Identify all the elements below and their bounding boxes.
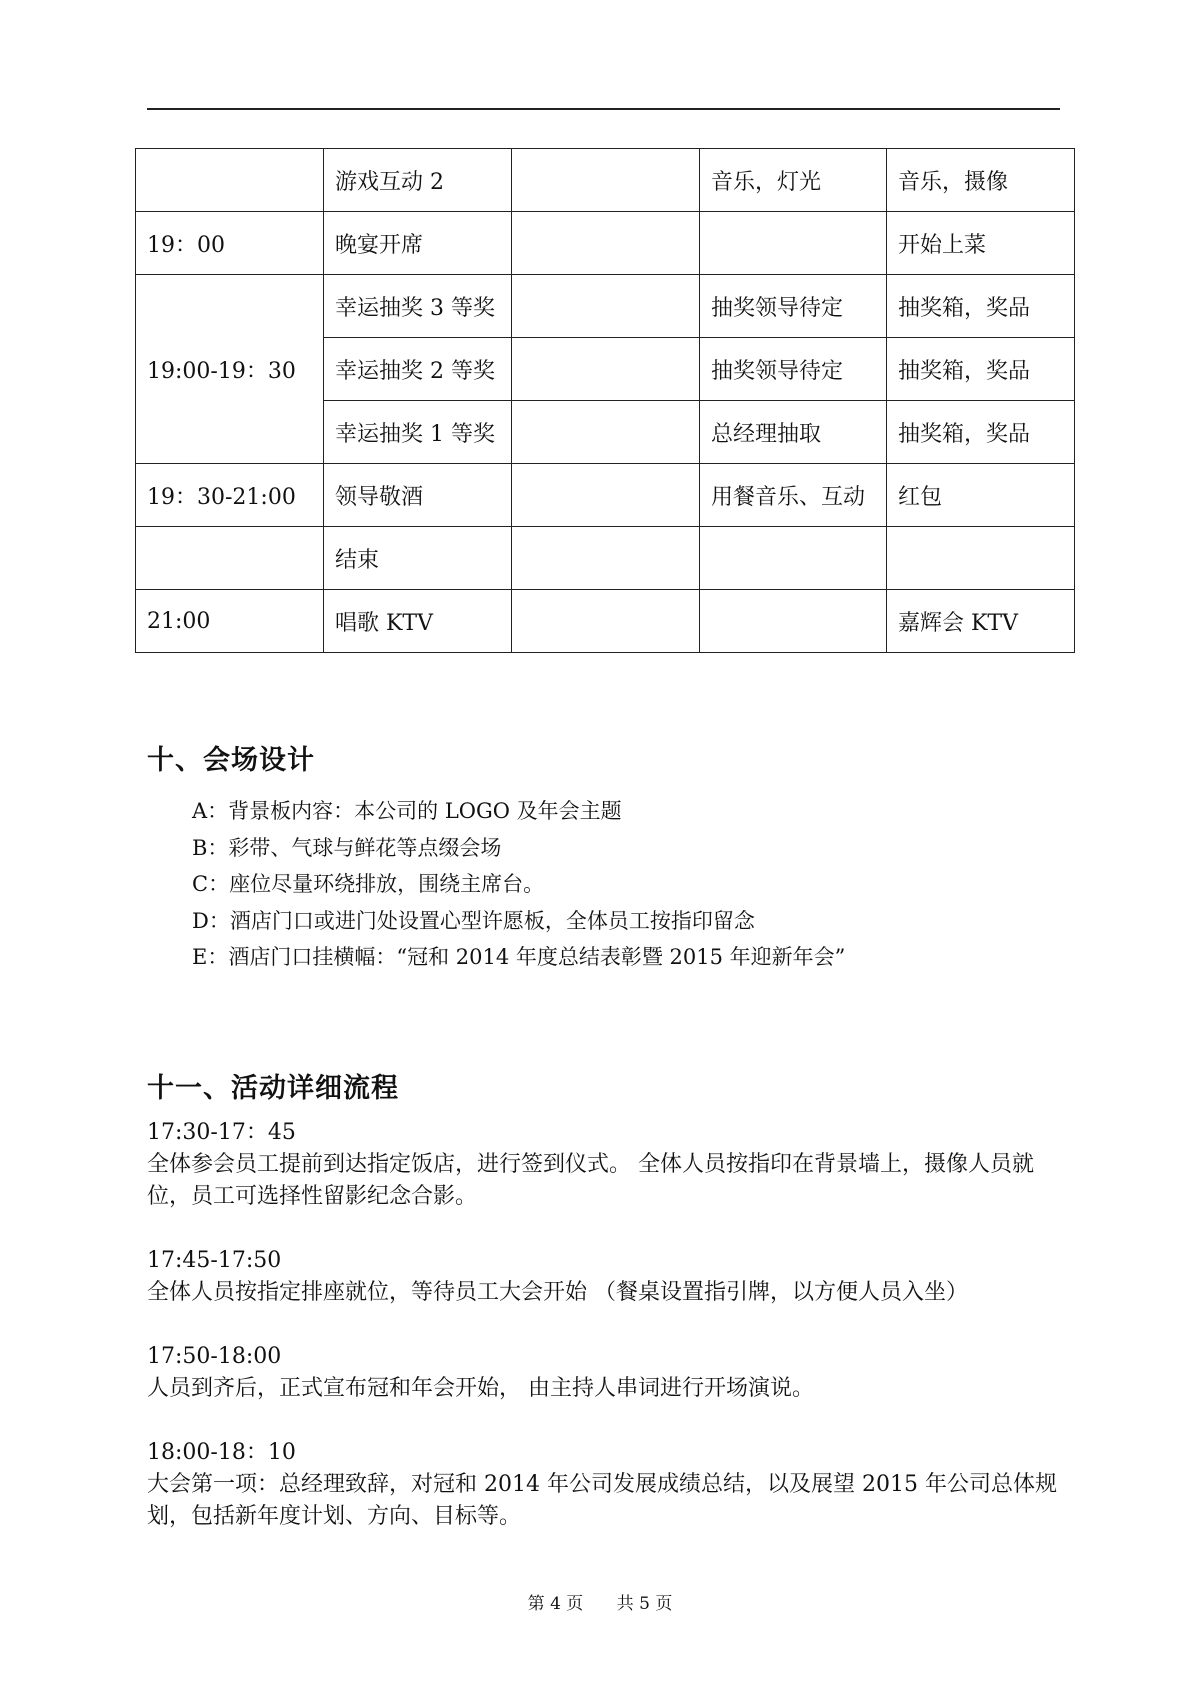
list-item: D：酒店门口或进门处设置心型许愿板，全体员工按指印留念: [192, 908, 755, 933]
activity-cell: 晚宴开席: [324, 212, 512, 275]
table-row: [136, 275, 1075, 338]
resource-cell: 开始上菜: [887, 212, 1075, 275]
flow-time: 17:50-18:00: [147, 1344, 282, 1369]
note-cell: [700, 527, 887, 590]
activity-cell: 幸运抽奖 1 等奖: [324, 401, 512, 464]
header-rule: [147, 108, 1060, 110]
note-cell: 抽奖领导待定: [700, 338, 887, 401]
flow-entry: [147, 1437, 1065, 1533]
blank-cell: [512, 401, 700, 464]
list-item: B：彩带、气球与鲜花等点缀会场: [192, 835, 502, 860]
flow-text: 大会第一项：总经理致辞，对冠和 2014 年公司发展成绩总结，以及展望 2015 年公司总体规划，包括新年度计划、方向、目标等。: [147, 1472, 1057, 1529]
activity-cell: 游戏互动 2: [324, 149, 512, 212]
activity-cell: 幸运抽奖 3 等奖: [324, 275, 512, 338]
blank-cell: [512, 338, 700, 401]
time-cell: 21:00: [136, 590, 324, 653]
activity-cell: 幸运抽奖 2 等奖: [324, 338, 512, 401]
flow-entry: [147, 1341, 1065, 1405]
venue-design-list: [192, 793, 845, 976]
resource-cell: 音乐，摄像: [887, 149, 1075, 212]
resource-cell: 抽奖箱，奖品: [887, 338, 1075, 401]
note-cell: 用餐音乐、互动: [700, 464, 887, 527]
table-row: [136, 464, 1075, 527]
blank-cell: [512, 464, 700, 527]
blank-cell: [512, 212, 700, 275]
flow-text: 全体参会员工提前到达指定饭店，进行签到仪式。 全体人员按指印在背景墙上，摄像人员就位，员工可选择性留影纪念合影。: [147, 1152, 1034, 1209]
activity-cell: 唱歌 KTV: [324, 590, 512, 653]
flow-time: 17:30-17：45: [147, 1120, 296, 1145]
flow-time: 17:45-17:50: [147, 1248, 282, 1273]
flow-time: 18:00-18：10: [147, 1440, 296, 1465]
section-heading-venue-design: 十、会场设计: [147, 745, 315, 776]
note-cell: [700, 212, 887, 275]
list-item: C：座位尽量环绕排放，围绕主席台。: [192, 872, 545, 896]
page-total: 共 5 页: [616, 1594, 673, 1614]
flow-text: 人员到齐后，正式宣布冠和年会开始， 由主持人串词进行开场演说。: [147, 1376, 814, 1401]
blank-cell: [512, 149, 700, 212]
section-heading-activity-flow: 十一、活动详细流程: [147, 1073, 399, 1104]
blank-cell: [512, 275, 700, 338]
table-row: [136, 590, 1075, 653]
resource-cell: 红包: [887, 464, 1075, 527]
note-cell: 总经理抽取: [700, 401, 887, 464]
resource-cell: 抽奖箱，奖品: [887, 401, 1075, 464]
time-cell: 19：00: [136, 212, 324, 275]
resource-cell: [887, 527, 1075, 590]
note-cell: 抽奖领导待定: [700, 275, 887, 338]
flow-entry: [147, 1117, 1065, 1213]
flow-text: 全体人员按指定排座就位，等待员工大会开始 （餐桌设置指引牌，以方便人员入坐）: [147, 1280, 968, 1305]
note-cell: [700, 590, 887, 653]
activity-cell: 结束: [324, 527, 512, 590]
activity-flow: [147, 1117, 1065, 1565]
table-row: [136, 212, 1075, 275]
flow-entry: [147, 1245, 1065, 1309]
list-item: A：背景板内容：本公司的 LOGO 及年会主题: [192, 799, 622, 823]
list-item: E：酒店门口挂横幅：“冠和 2014 年度总结表彰暨 2015 年迎新年会”: [192, 945, 846, 969]
note-cell: 音乐，灯光: [700, 149, 887, 212]
time-cell: 19:00-19：30: [136, 275, 324, 464]
table-row: [136, 527, 1075, 590]
activity-cell: 领导敬酒: [324, 464, 512, 527]
time-cell: 19：30-21:00: [136, 464, 324, 527]
time-cell: [136, 149, 324, 212]
blank-cell: [512, 527, 700, 590]
table-row: [136, 149, 1075, 212]
page-number: 第 4 页: [527, 1594, 584, 1614]
resource-cell: 抽奖箱，奖品: [887, 275, 1075, 338]
page-footer: [0, 1589, 1200, 1614]
resource-cell: 嘉辉会 KTV: [887, 590, 1075, 653]
time-cell: [136, 527, 324, 590]
blank-cell: [512, 590, 700, 653]
schedule-table: [135, 148, 1075, 653]
